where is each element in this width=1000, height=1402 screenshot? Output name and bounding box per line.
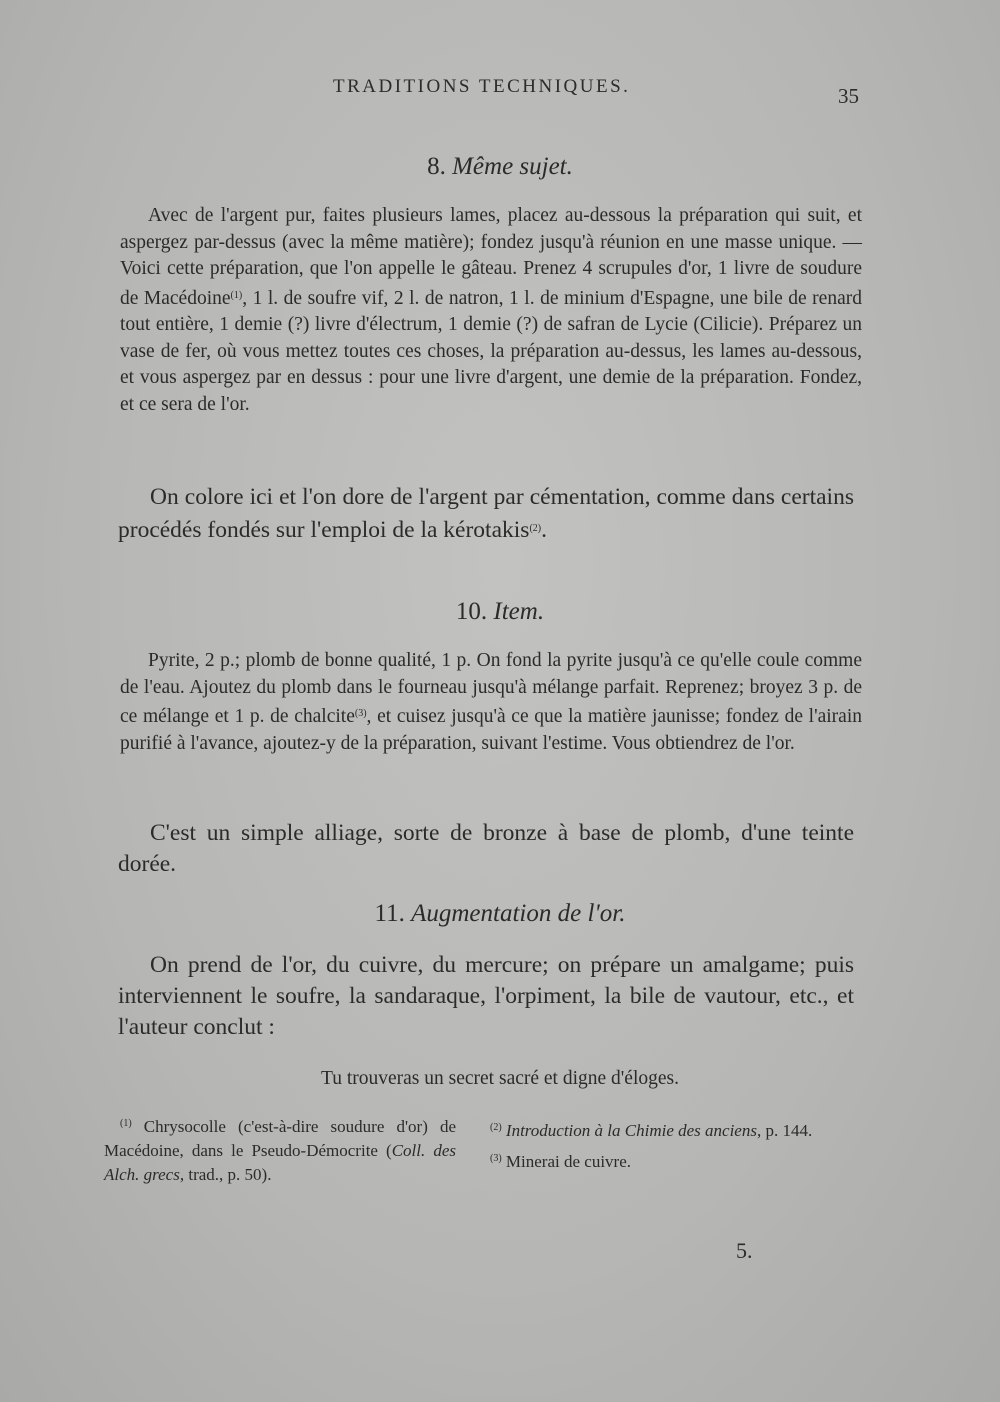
section-10-text-part1: Pyrite, 2 p.; plomb de bonne qualité, 1 p. On fond la pyrite jusqu'à ce qu'elle coule comme de l'eau. Ajoutez du plomb dans le fourneau jusqu'à mélange parfait. Reprenez; broyez 3 p. de ce mélange et 1 p. de chalcite bbox=[120, 650, 862, 727]
footnote-3-mark: (3) bbox=[490, 1153, 502, 1164]
footnote-2 bbox=[490, 1116, 850, 1143]
signature-mark: 5. bbox=[736, 1238, 753, 1263]
section-11-commentary: On prend de l'or, du cuivre, du mercure; on prépare un amalgame; puis interviennent le soufre, la sandaraque, l'orpiment, la bile de vautour, etc., et l'auteur conclut : bbox=[118, 952, 854, 1040]
section-10-commentary: C'est un simple alliage, sorte de bronze à base de plomb, d'une teinte dorée. bbox=[118, 820, 854, 877]
footnote-ref-3: (3) bbox=[354, 708, 367, 719]
page-number: 35 bbox=[838, 84, 859, 108]
section-11-title: Augmentation de l'or. bbox=[411, 900, 626, 927]
running-header bbox=[0, 76, 1000, 106]
section-10-text-part2: , et cuisez jusqu'à ce que la matière jaunisse; fondez de l'airain purifié à l'avance, ajoutez-y de la préparation, suivant l'estime. Vous obtiendrez de l'or. bbox=[120, 706, 862, 754]
footnote-3-text: Minerai de cuivre. bbox=[505, 1152, 632, 1171]
footnote-2-italic: Introduction à la Chimie des anciens bbox=[505, 1121, 757, 1140]
section-11-quote: Tu trouveras un secret sacré et digne d'éloges. bbox=[320, 1068, 680, 1089]
section-11-number: 11. bbox=[374, 900, 405, 927]
footnote-2-end: , p. 144. bbox=[756, 1121, 813, 1140]
section-8-commentary-text: On colore ici et l'on dore de l'argent par cémentation, comme dans certains procédés fondés sur l'emploi de la kérotakis bbox=[118, 484, 854, 543]
section-10-heading bbox=[0, 598, 1000, 626]
footnote-1 bbox=[104, 1112, 456, 1187]
section-8-text bbox=[120, 203, 862, 418]
footnote-2-mark: (2) bbox=[490, 1122, 502, 1133]
section-10-text bbox=[120, 648, 862, 757]
section-8-commentary bbox=[118, 482, 854, 546]
section-10-number: 10. bbox=[455, 598, 488, 625]
running-title: TRADITIONS TECHNIQUES. bbox=[333, 76, 631, 97]
section-8-text-part2: , 1 l. de soufre vif, 2 l. de natron, 1 l. de minium d'Espagne, une bile de renard tout entière, 1 demie (?) livre d'électrum, 1 demie (?) de safran de Lycie (Cilicie). Préparez un vase de fer, où vous mettez toutes ces choses, la préparation au-dessus, les lames au-dessous, et vous aspergez par en dessus : pour une livre d'argent, une demie de la préparation. Fondez, et ce sera de l'or. bbox=[120, 287, 862, 415]
footnote-1-end: , trad., p. 50). bbox=[179, 1165, 272, 1184]
section-10-title: Item. bbox=[493, 598, 545, 625]
section-8-heading bbox=[0, 153, 1000, 181]
section-8-number: 8. bbox=[427, 153, 446, 180]
section-8-text-part1: Avec de l'argent pur, faites plusieurs lames, placez au-dessous la préparation qui suit, et aspergez par-dessus (avec la même matière); fondez jusqu'à réunion en une masse unique. — Voici cette préparation, que l'on appelle le gâteau. Prenez 4 scrupules d'or, 1 livre de soudure de Macédoine bbox=[120, 205, 862, 309]
footnote-ref-2: (2) bbox=[529, 523, 542, 534]
footnotes-right-column bbox=[490, 1116, 850, 1174]
footnote-1-italic: Coll. des Alch. grecs bbox=[104, 1141, 456, 1184]
footnote-1-mark: (1) bbox=[120, 1118, 132, 1129]
section-8-commentary-end: . bbox=[541, 517, 547, 543]
footnote-1-text: Chrysocolle (c'est-à-dire soudure d'or) de Macédoine, dans le Pseudo-Démocrite ( bbox=[104, 1117, 456, 1160]
section-11-heading bbox=[0, 900, 1000, 928]
footnote-ref-1: (1) bbox=[230, 289, 243, 301]
section-8-title: Même sujet. bbox=[452, 153, 573, 180]
footnote-3 bbox=[490, 1147, 850, 1174]
